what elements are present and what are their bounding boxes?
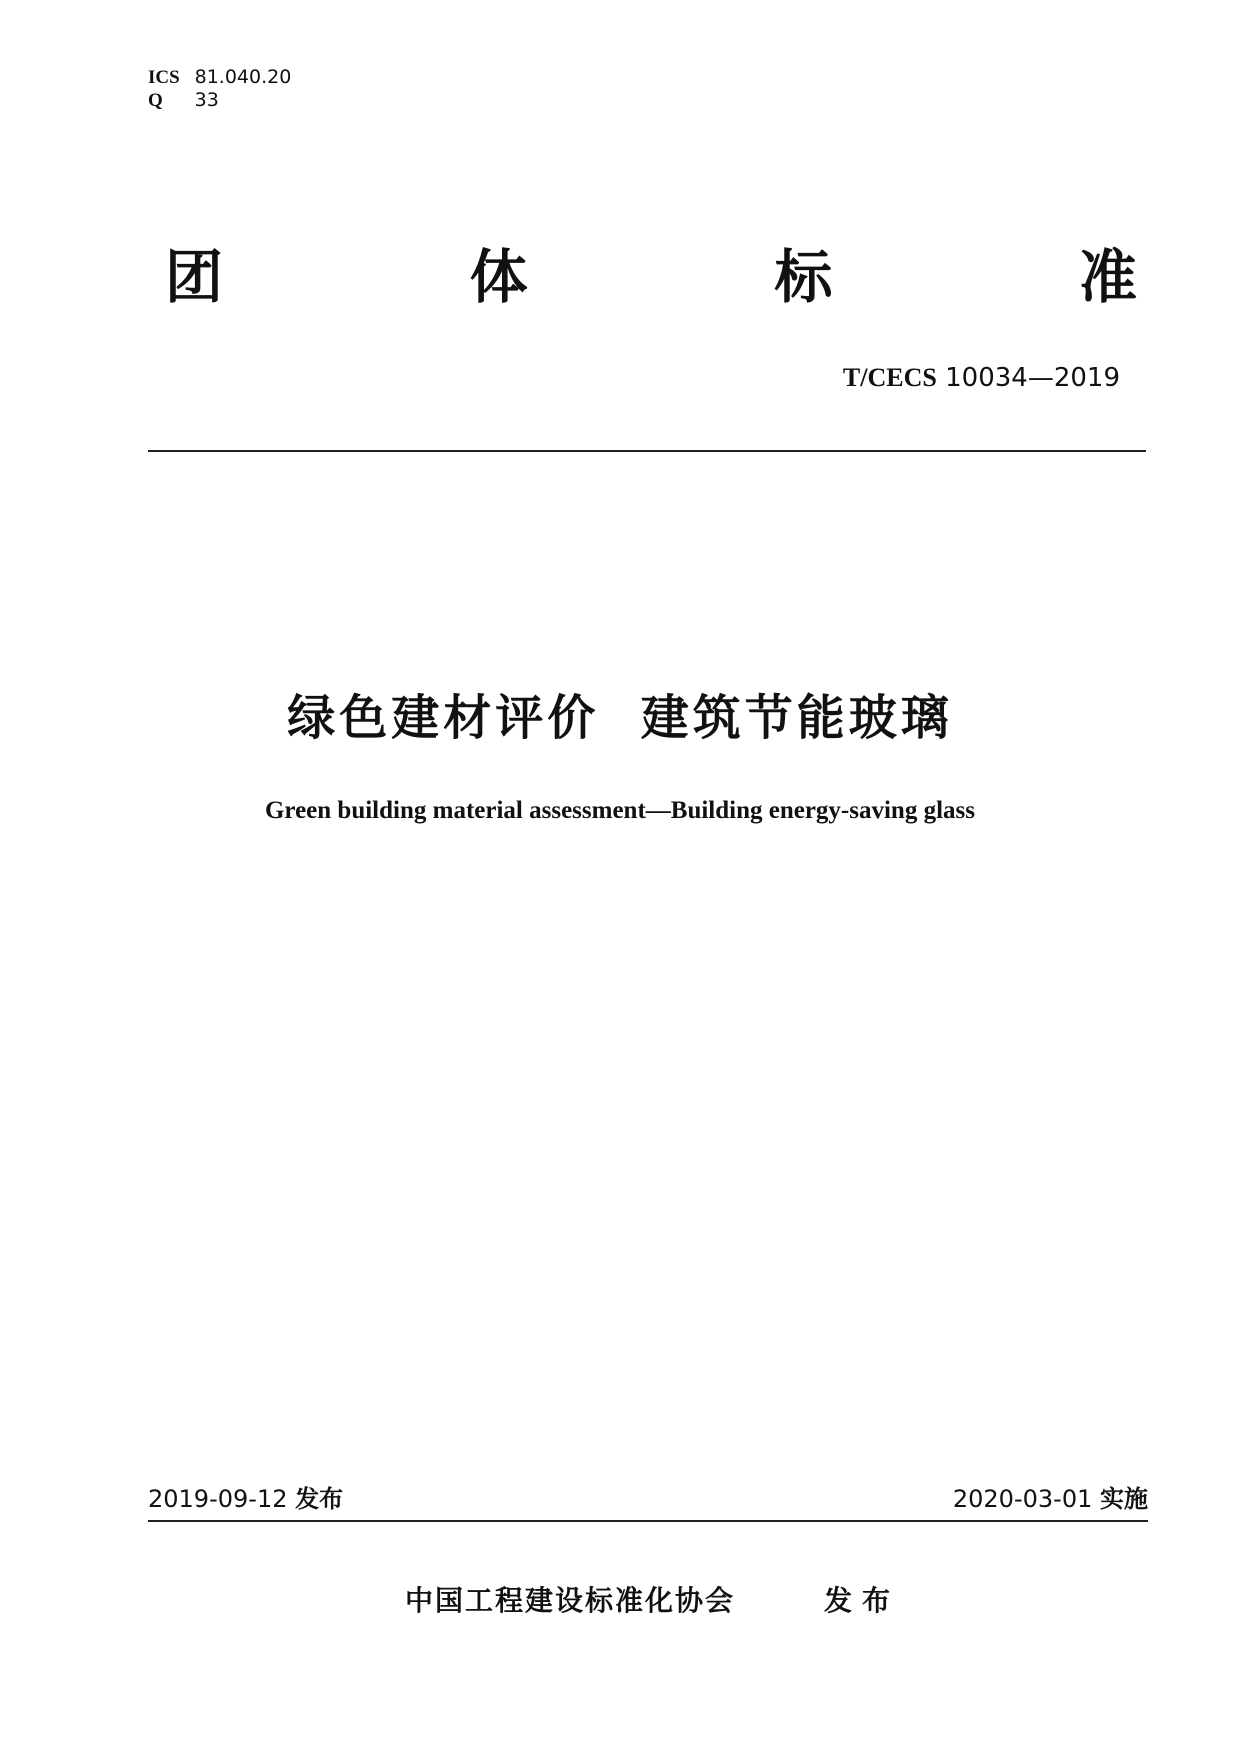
standard-type-char: 团 <box>165 243 224 311</box>
standard-type-heading <box>165 242 1137 312</box>
implementation-label: 实施 <box>1100 1485 1148 1513</box>
ics-label: ICS <box>148 67 180 88</box>
ccs-label: Q <box>148 90 163 111</box>
ics-value: 81.040.20 <box>194 66 292 88</box>
footer-divider <box>148 1520 1148 1522</box>
ccs-code <box>148 89 291 112</box>
issue-date: 2019-09-12 <box>148 1485 288 1513</box>
standard-number <box>843 362 1120 394</box>
ccs-value: 33 <box>194 89 219 111</box>
issue-date-line <box>148 1484 343 1514</box>
implementation-date-line <box>953 1484 1148 1514</box>
standard-number-value: 10034—2019 <box>945 363 1120 393</box>
header-divider <box>148 450 1146 452</box>
title-chinese: 绿色建材评价 建筑节能玻璃 <box>287 690 953 746</box>
standard-type-char: 标 <box>774 243 833 311</box>
publisher-action: 发布 <box>824 1584 901 1617</box>
publisher-name: 中国工程建设标准化协会 <box>405 1584 736 1617</box>
standard-number-prefix: T/CECS <box>842 363 937 392</box>
classification-codes <box>148 66 291 112</box>
issue-label: 发布 <box>295 1485 344 1513</box>
standard-type-char: 准 <box>1078 243 1137 311</box>
title-english: Green building material assessment—Building energy-saving glass <box>264 797 975 824</box>
implementation-date: 2020-03-01 <box>952 1485 1093 1513</box>
ics-code <box>148 66 291 89</box>
standard-type-char: 体 <box>469 243 528 311</box>
